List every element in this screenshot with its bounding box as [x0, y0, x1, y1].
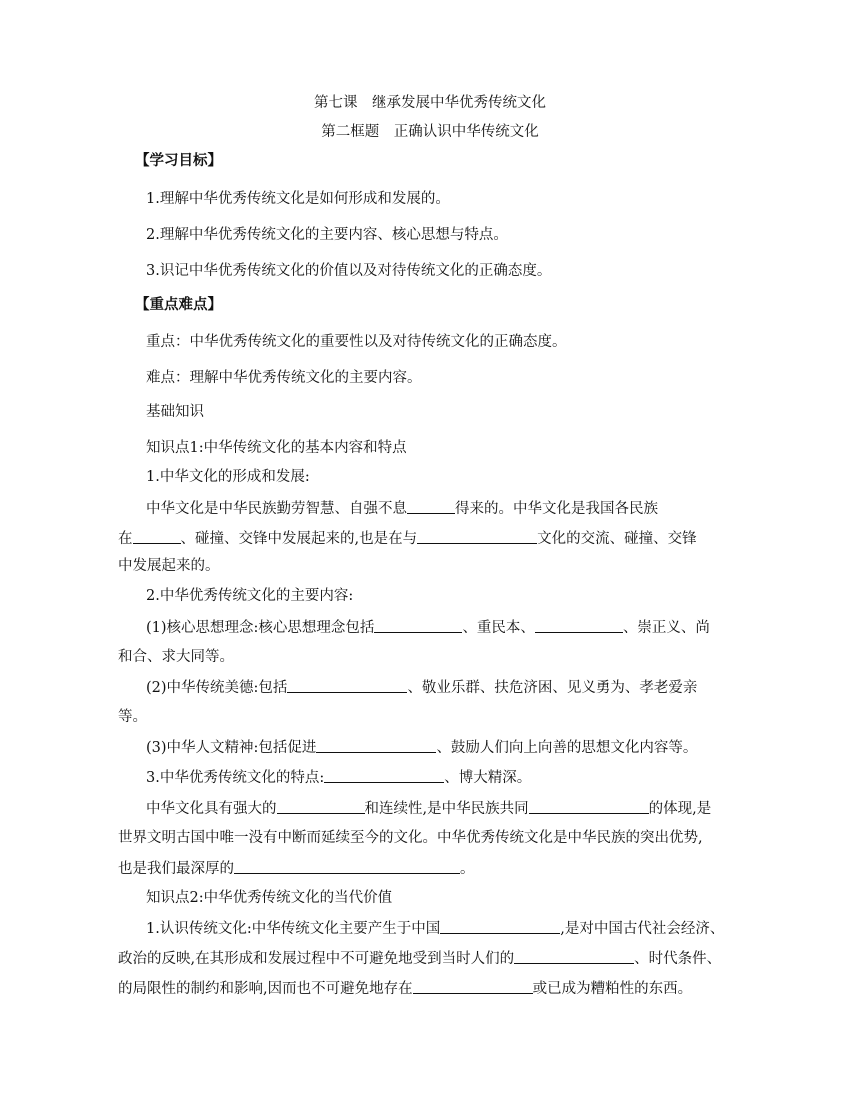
content-item-3: (3)中华人文精神:包括促进 、鼓励人们向上向善的思想文化内容等。 [146, 737, 697, 758]
paragraph-line: 中华文化是中华民族勤劳智慧、自强不息 得来的。中华文化是我国各民族 [146, 498, 658, 519]
content-item-1-cont: 和合、求大同等。 [118, 649, 234, 665]
objective-item: 2.理解中华优秀传统文化的主要内容、核心思想与特点。 [146, 227, 508, 243]
objective-item: 3.识记中华优秀传统文化的价值以及对待传统文化的正确态度。 [146, 263, 552, 279]
paragraph-line: 的局限性的制约和影响,因而也不可避免地存在 或已成为糟粕性的东西。 [118, 978, 692, 999]
paragraph-line: 世界文明古国中唯一没有中断而延续至今的文化。中华优秀传统文化是中华民族的突出优势, [118, 830, 703, 846]
paragraph-line: 中发展起来的。 [118, 558, 220, 574]
paragraph-line: 在 、碰撞、交锋中发展起来的,也是在与 文化的交流、碰撞、交锋 [118, 528, 697, 549]
difficult-point: 难点：理解中华优秀传统文化的主要内容。 [146, 370, 422, 386]
content-item-2: (2)中华传统美德:包括 、敬业乐群、扶危济困、见义勇为、孝老爱亲 [146, 677, 697, 698]
fill-blank[interactable] [234, 858, 460, 874]
fill-blank[interactable] [287, 677, 407, 693]
fill-blank[interactable] [529, 798, 649, 814]
kp2-heading: 知识点2:中华优秀传统文化的当代价值 [146, 890, 393, 906]
fill-blank[interactable] [133, 528, 181, 544]
fill-blank[interactable] [374, 617, 462, 633]
paragraph-line: 中华文化具有强大的 和连续性,是中华民族共同 的体现,是 [146, 798, 711, 819]
fill-blank[interactable] [535, 617, 623, 633]
section-2-title: 2.中华优秀传统文化的主要内容: [146, 588, 354, 604]
paragraph-line: 也是我们最深厚的 。 [118, 858, 475, 879]
fill-blank[interactable] [407, 498, 455, 514]
fill-blank[interactable] [417, 528, 537, 544]
fill-blank[interactable] [440, 918, 560, 934]
content-item-1: (1)核心思想理念:核心思想理念包括 、重民本、 、崇正义、尚 [146, 617, 710, 638]
section-3-title: 3.中华优秀传统文化的特点: 、博大精深。 [146, 767, 531, 788]
objective-item: 1.理解中华优秀传统文化是如何形成和发展的。 [146, 191, 450, 207]
key-point: 重点：中华优秀传统文化的重要性以及对待传统文化的正确态度。 [146, 334, 567, 350]
fill-blank[interactable] [514, 948, 634, 964]
content-item-2-cont: 等。 [118, 709, 147, 725]
fill-blank[interactable] [413, 978, 533, 994]
paragraph-line: 政治的反映,在其形成和发展过程中不可避免地受到当时人们的 、时代条件、 [118, 948, 721, 969]
section-1-title: 1.中华文化的形成和发展: [146, 469, 310, 485]
fill-blank[interactable] [324, 767, 444, 783]
lesson-title: 第七课 继承发展中华优秀传统文化 [314, 95, 546, 111]
keypoints-heading: 【重点难点】 [135, 296, 222, 313]
kp1-heading: 知识点1:中华传统文化的基本内容和特点 [146, 440, 407, 456]
fill-blank[interactable] [277, 798, 365, 814]
basics-heading: 基础知识 [146, 404, 204, 420]
objectives-heading: 【学习目标】 [135, 152, 222, 169]
paragraph-line: 1.认识传统文化:中华传统文化主要产生于中国 ,是对中国古代社会经济、 [146, 918, 724, 939]
lesson-subtitle: 第二框题 正确认识中华传统文化 [321, 124, 539, 140]
fill-blank[interactable] [316, 737, 436, 753]
